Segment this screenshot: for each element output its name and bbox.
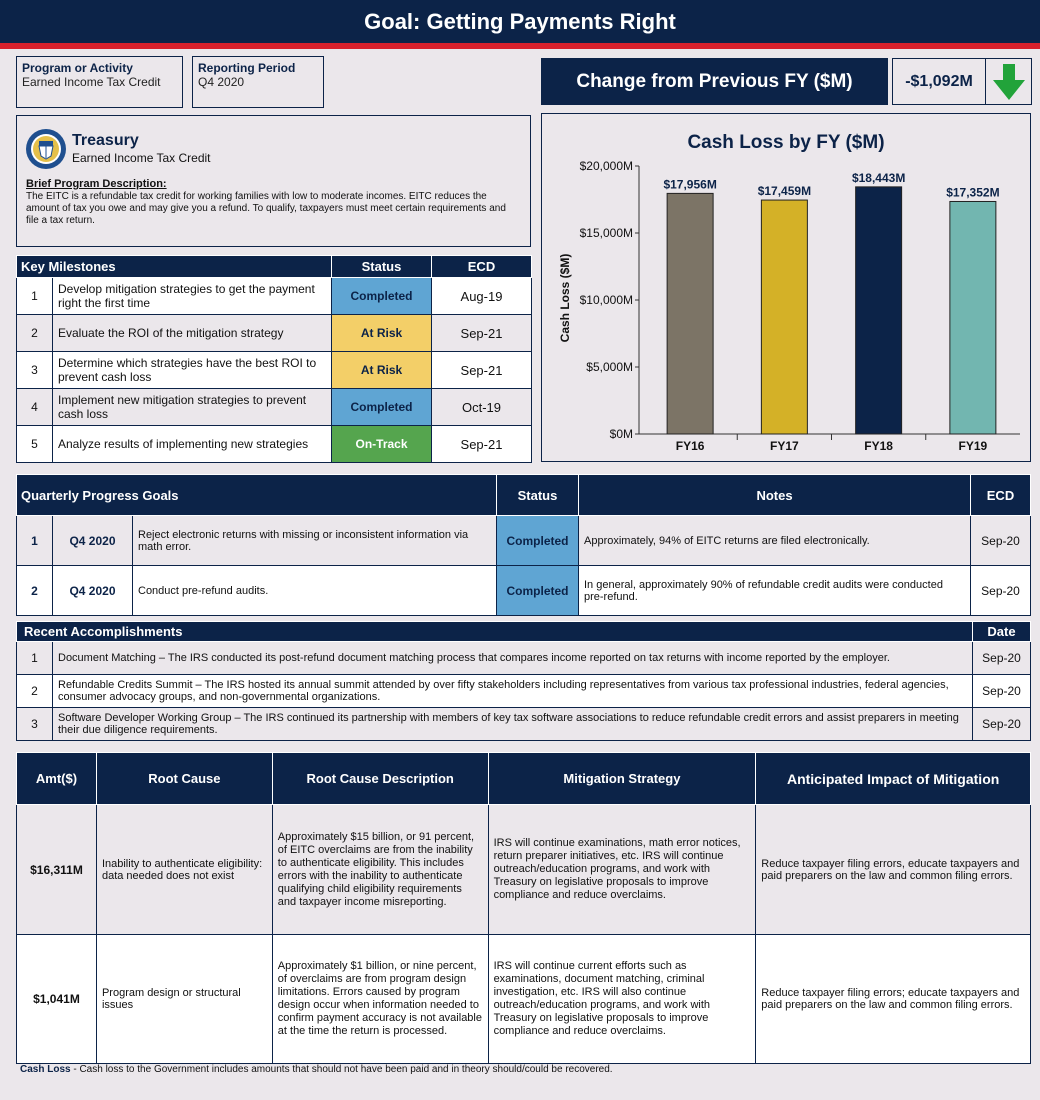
milestones-table — [16, 255, 532, 463]
milestone-row — [17, 352, 532, 389]
quarterly-goals-table — [16, 474, 1031, 616]
milestone-ecd: Sep-21 — [432, 426, 532, 463]
accomplishments-table — [16, 621, 1031, 741]
quarterly-ecd: Sep-20 — [971, 566, 1031, 616]
accomplishment-number: 2 — [17, 675, 53, 708]
milestone-ecd: Sep-21 — [432, 352, 532, 389]
milestone-ecd: Oct-19 — [432, 389, 532, 426]
milestone-text: Determine which strategies have the best ROI to prevent cash loss — [53, 352, 332, 389]
accomplishment-number: 3 — [17, 708, 53, 741]
y-tick-label: $5,000M — [586, 360, 633, 374]
quarterly-quarter: Q4 2020 — [53, 566, 133, 616]
chart-title: Cash Loss by FY ($M) — [687, 132, 885, 153]
bar — [667, 193, 713, 434]
milestone-row — [17, 426, 532, 463]
milestones-ecd-header: ECD — [432, 256, 532, 278]
change-value: -$1,092M — [905, 73, 973, 90]
root-cause-description: Approximately $1 billion, or nine percent, of overclaims are from program design limitations. Errors caused by program design occur when information needed to confirm payment accuracy is not available at the time the return is processed. — [272, 935, 488, 1064]
quarterly-notes: Approximately, 94% of EITC returns are filed electronically. — [579, 516, 971, 566]
change-value-box — [892, 58, 1032, 105]
quarterly-ecd-header: ECD — [971, 475, 1031, 516]
accomplishment-date: Sep-20 — [973, 675, 1031, 708]
root-cause-amount: $1,041M — [17, 935, 97, 1064]
status-badge: At Risk — [332, 315, 432, 352]
milestone-text: Analyze results of implementing new strategies — [53, 426, 332, 463]
root-cause-header: Root Cause — [96, 753, 272, 805]
accomplishment-number: 1 — [17, 642, 53, 675]
milestone-text: Evaluate the ROI of the mitigation strategy — [53, 315, 332, 352]
mitigation-strategy: IRS will continue current efforts such as examinations, document matching, criminal investigation, etc. IRS will also continue outreach/education programs, and work with Treasury on legislative proposals to improve compliance and reduce overclaims. — [488, 935, 756, 1064]
page-title: Goal: Getting Payments Right — [0, 0, 1040, 43]
root-cause-row — [17, 935, 1031, 1064]
agency-name: Treasury — [72, 132, 139, 149]
period-box — [192, 56, 324, 108]
footnote-text: - Cash loss to the Government includes amounts that should not have been paid and in theory should/could be recovered. — [70, 1064, 613, 1075]
status-badge: At Risk — [332, 352, 432, 389]
root-cause-description: Approximately $15 billion, or 91 percent, of EITC overclaims are from the inability to authenticate eligibility. This includes errors with the inability to authenticate qualifying child eligibility requirements and taxpayer income misreporting. — [272, 805, 488, 935]
milestone-number: 4 — [17, 389, 53, 426]
mitigation-strategy: IRS will continue examinations, math error notices, return preparer initiatives, etc. IRS will continue outreach/education programs, and work with Treasury on legislative proposals to improve compliance and reduce overclaims. — [488, 805, 756, 935]
x-tick-label: FY19 — [958, 439, 988, 453]
x-tick-label: FY16 — [675, 439, 705, 453]
status-badge: On-Track — [332, 426, 432, 463]
y-tick-label: $20,000M — [579, 159, 633, 173]
root-cause-table — [16, 752, 1031, 1064]
milestone-ecd: Aug-19 — [432, 278, 532, 315]
program-description-box — [16, 115, 531, 247]
quarterly-header: Quarterly Progress Goals — [17, 475, 497, 516]
quarterly-quarter: Q4 2020 — [53, 516, 133, 566]
bar-data-label: $17,459M — [757, 184, 812, 199]
milestone-row — [17, 315, 532, 352]
y-tick-label: $15,000M — [579, 226, 633, 240]
accomplishment-text: Document Matching – The IRS conducted its post-refund document matching process that compares income reported on tax returns with income reported by the employer. — [53, 642, 973, 675]
description-label: Brief Program Description: — [26, 178, 167, 190]
cash-loss-chart — [541, 113, 1031, 462]
milestone-text: Develop mitigation strategies to get the payment right the first time — [53, 278, 332, 315]
root-cause-row — [17, 805, 1031, 935]
quarterly-row — [17, 566, 1031, 616]
description-text: The EITC is a refundable tax credit for working families with low to moderate incomes. EITC reduces the amount of tax you owe and may give you a refund. To qualify, taxpayers must meet certain requirements and file a tax return. — [26, 191, 506, 226]
status-badge: Completed — [332, 389, 432, 426]
bar-data-label: $17,956M — [663, 177, 717, 192]
status-badge: Completed — [497, 516, 579, 566]
anticipated-impact: Reduce taxpayer filing errors; educate taxpayers and paid preparers on the law and common filing errors. — [756, 935, 1031, 1064]
accomplishment-date: Sep-20 — [973, 708, 1031, 741]
milestone-number: 5 — [17, 426, 53, 463]
accomplishments-header: Recent Accomplishments — [17, 622, 973, 642]
milestones-status-header: Status — [332, 256, 432, 278]
accomplishment-row — [17, 675, 1031, 708]
program-label: Program or Activity — [22, 61, 133, 75]
chart-plot — [542, 114, 1030, 461]
quarterly-goal: Reject electronic returns with missing or inconsistent information via math error. — [133, 516, 497, 566]
accomplishment-text: Software Developer Working Group – The IRS continued its partnership with members of key tax software associations to reduce refundable credit errors and assist preparers in meeting their due diligence requirements. — [53, 708, 973, 741]
status-badge: Completed — [497, 566, 579, 616]
quarterly-row — [17, 516, 1031, 566]
accomplishment-row — [17, 642, 1031, 675]
root-cause-amount: $16,311M — [17, 805, 97, 935]
accomplishments-date-header: Date — [973, 622, 1031, 642]
mitigation-strategy-header: Mitigation Strategy — [488, 753, 756, 805]
milestone-text: Implement new mitigation strategies to prevent cash loss — [53, 389, 332, 426]
program-box — [16, 56, 183, 108]
bar — [950, 201, 996, 434]
treasury-seal-icon — [25, 128, 67, 175]
milestones-header: Key Milestones — [17, 256, 332, 278]
quarterly-status-header: Status — [497, 475, 579, 516]
milestone-row — [17, 389, 532, 426]
bar-data-label: $18,443M — [851, 170, 906, 185]
agency-subname: Earned Income Tax Credit — [72, 151, 211, 165]
quarterly-number: 1 — [17, 516, 53, 566]
milestone-row — [17, 278, 532, 315]
root-cause-description-header: Root Cause Description — [272, 753, 488, 805]
accomplishment-text: Refundable Credits Summit – The IRS hosted its annual summit attended by over fifty stakeholders including representatives from various tax professional industries, federal agencies, consumer advocacy groups, and non-governmental organizations. — [53, 675, 973, 708]
root-cause-text: Inability to authenticate eligibility: data needed does not exist — [96, 805, 272, 935]
accomplishment-row — [17, 708, 1031, 741]
milestone-number: 1 — [17, 278, 53, 315]
change-label: Change from Previous FY ($M) — [541, 58, 888, 105]
accomplishment-date: Sep-20 — [973, 642, 1031, 675]
quarterly-notes: In general, approximately 90% of refundable credit audits were conducted pre-refund. — [579, 566, 971, 616]
x-tick-label: FY17 — [770, 439, 799, 453]
program-value: Earned Income Tax Credit — [22, 75, 161, 89]
status-badge: Completed — [332, 278, 432, 315]
quarterly-goal: Conduct pre-refund audits. — [133, 566, 497, 616]
quarterly-ecd: Sep-20 — [971, 516, 1031, 566]
milestone-number: 3 — [17, 352, 53, 389]
bar — [761, 200, 807, 434]
y-tick-label: $10,000M — [579, 293, 633, 307]
root-cause-text: Program design or structural issues — [96, 935, 272, 1064]
down-arrow-icon — [993, 64, 1025, 105]
anticipated-impact-header: Anticipated Impact of Mitigation — [756, 753, 1031, 805]
y-tick-label: $0M — [609, 427, 633, 441]
amount-header: Amt($) — [17, 753, 97, 805]
milestone-number: 2 — [17, 315, 53, 352]
period-value: Q4 2020 — [198, 75, 245, 89]
quarterly-number: 2 — [17, 566, 53, 616]
bar — [856, 187, 902, 434]
y-axis-label: Cash Loss ($M) — [558, 253, 572, 343]
x-tick-label: FY18 — [864, 439, 893, 453]
quarterly-notes-header: Notes — [579, 475, 971, 516]
bar-data-label: $17,352M — [946, 185, 1000, 200]
milestone-ecd: Sep-21 — [432, 315, 532, 352]
period-label: Reporting Period — [198, 61, 296, 75]
footnote — [20, 1064, 613, 1075]
title-divider — [0, 43, 1040, 49]
anticipated-impact: Reduce taxpayer filing errors, educate taxpayers and paid preparers on the law and common filing errors. — [756, 805, 1031, 935]
footnote-term: Cash Loss — [20, 1064, 71, 1075]
